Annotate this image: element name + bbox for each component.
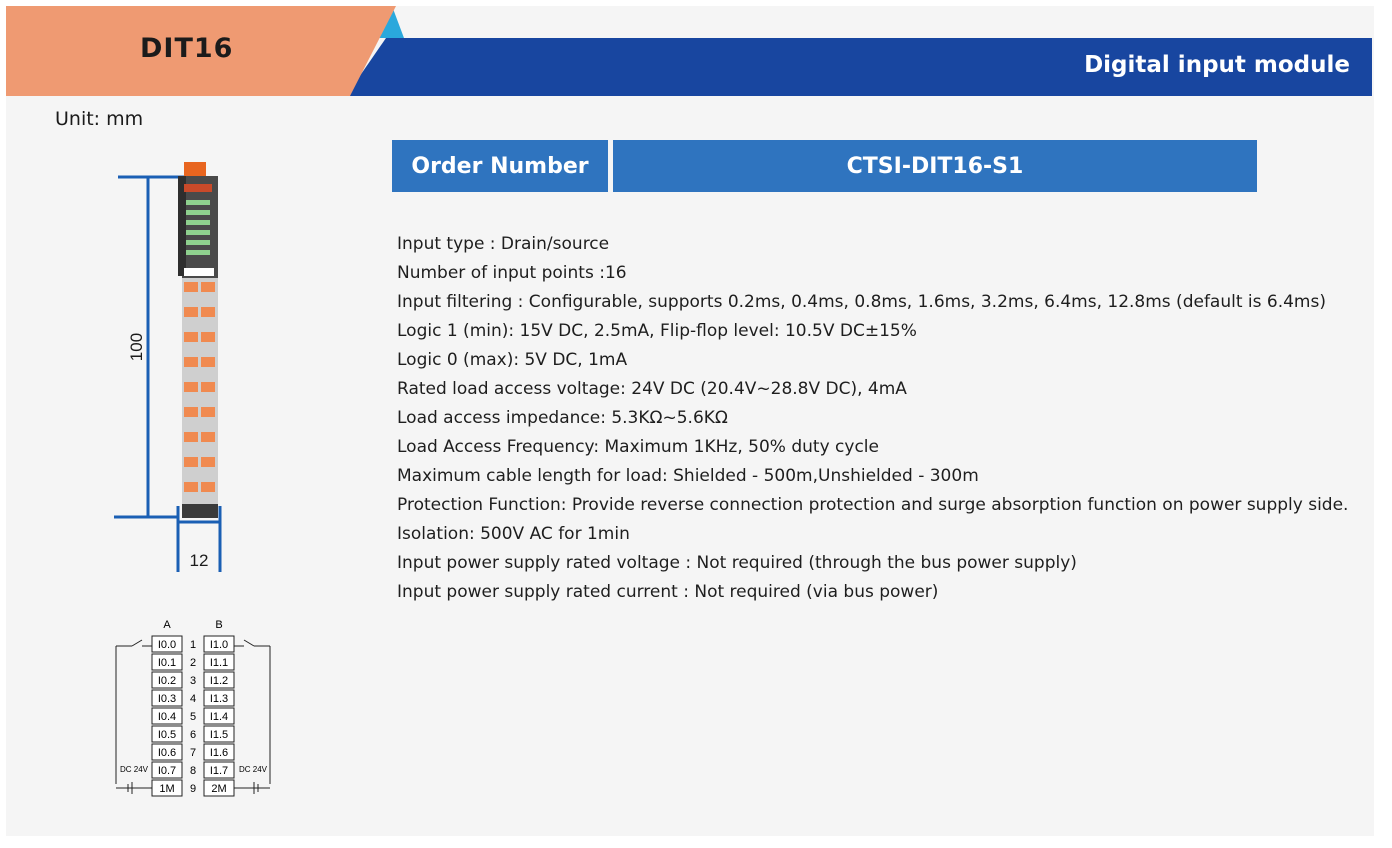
terminal-a-label: I0.4 bbox=[157, 711, 177, 723]
spec-item: Load Access Frequency: Maximum 1KHz, 50% duty cycle bbox=[397, 437, 879, 457]
terminal-b-label: I1.5 bbox=[209, 729, 229, 741]
wiring-row bbox=[152, 744, 234, 760]
width-dimension-label: 12 bbox=[189, 551, 209, 570]
terminal-b-label: I1.6 bbox=[209, 747, 229, 759]
terminal-number: 5 bbox=[189, 711, 197, 723]
terminal-b-label: I1.2 bbox=[209, 675, 229, 687]
terminal-number: 8 bbox=[189, 765, 197, 777]
terminal-b-label: I1.0 bbox=[209, 639, 229, 651]
spec-item: Logic 0 (max): 5V DC, 1mA bbox=[397, 350, 628, 370]
spec-item: Input type : Drain/source bbox=[397, 234, 610, 254]
terminal-a-label: 1M bbox=[159, 783, 175, 795]
terminal-number: 7 bbox=[189, 747, 197, 759]
wiring-row bbox=[152, 672, 234, 688]
terminal-a-label: I0.6 bbox=[157, 747, 177, 759]
terminal-number: 6 bbox=[189, 729, 197, 741]
terminal-a-label: I0.2 bbox=[157, 675, 177, 687]
terminal-a-label: I0.3 bbox=[157, 693, 177, 705]
spec-item: Input power supply rated voltage : Not required (through the bus power supply) bbox=[397, 553, 1077, 573]
spec-item: Isolation: 500V AC for 1min bbox=[397, 524, 630, 544]
height-dimension-label: 100 bbox=[127, 332, 146, 362]
wiring-row bbox=[152, 654, 234, 670]
wiring-row bbox=[152, 636, 234, 652]
io-module-body bbox=[178, 162, 218, 518]
wiring-row bbox=[152, 708, 234, 724]
terminal-a-label: I0.1 bbox=[157, 657, 177, 669]
spec-item: Load access impedance: 5.3KΩ~5.6KΩ bbox=[397, 408, 728, 428]
terminal-b-label: I1.1 bbox=[209, 657, 229, 669]
supply-left-label: DC 24V bbox=[119, 765, 149, 774]
spec-item: Rated load access voltage: 24V DC (20.4V~28.8V DC), 4mA bbox=[397, 379, 907, 399]
wiring-terminal-rows bbox=[152, 636, 234, 796]
spec-item: Input filtering : Configurable, supports 0.2ms, 0.4ms, 0.8ms, 1.6ms, 3.2ms, 6.4ms, 12.8ms (default is 6.4ms) bbox=[397, 292, 1326, 312]
terminal-number: 4 bbox=[189, 693, 197, 705]
module-dimension-drawing bbox=[100, 150, 260, 580]
terminal-number: 1 bbox=[189, 639, 197, 651]
supply-right-label: DC 24V bbox=[238, 765, 268, 774]
spec-list bbox=[397, 230, 1348, 607]
spec-item: Input power supply rated current : Not required (via bus power) bbox=[397, 582, 939, 602]
spec-item: Maximum cable length for load: Shielded - 500m,Unshielded - 300m bbox=[397, 466, 979, 486]
spec-item: Logic 1 (min): 15V DC, 2.5mA, Flip-flop level: 10.5V DC±15% bbox=[397, 321, 917, 341]
module-model-title: DIT16 bbox=[140, 33, 234, 64]
wiring-row bbox=[152, 690, 234, 706]
terminal-b-label: I1.7 bbox=[209, 765, 229, 777]
terminal-number: 9 bbox=[189, 783, 197, 795]
wiring-column-a: A bbox=[163, 619, 171, 631]
wiring-row bbox=[152, 780, 234, 796]
spec-item: Protection Function: Provide reverse connection protection and surge absorption function on power supply side. bbox=[397, 495, 1349, 515]
wiring-diagram bbox=[108, 614, 278, 804]
wiring-column-b: B bbox=[215, 619, 223, 631]
terminal-b-label: I1.3 bbox=[209, 693, 229, 705]
terminal-a-label: I0.5 bbox=[157, 729, 177, 741]
order-number-label: Order Number bbox=[392, 140, 608, 192]
unit-label: Unit: mm bbox=[55, 108, 144, 130]
terminal-b-label: I1.4 bbox=[209, 711, 229, 723]
terminal-a-label: I0.7 bbox=[157, 765, 177, 777]
module-category-title: Digital input module bbox=[1084, 52, 1350, 78]
order-number-value: CTSI-DIT16-S1 bbox=[613, 140, 1257, 192]
wiring-row bbox=[152, 762, 234, 778]
terminal-number: 3 bbox=[189, 675, 197, 687]
spec-item: Number of input points :16 bbox=[397, 263, 627, 283]
wiring-row bbox=[152, 726, 234, 742]
terminal-a-label: I0.0 bbox=[157, 639, 177, 651]
terminal-number: 2 bbox=[189, 657, 197, 669]
terminal-b-label: 2M bbox=[211, 783, 227, 795]
